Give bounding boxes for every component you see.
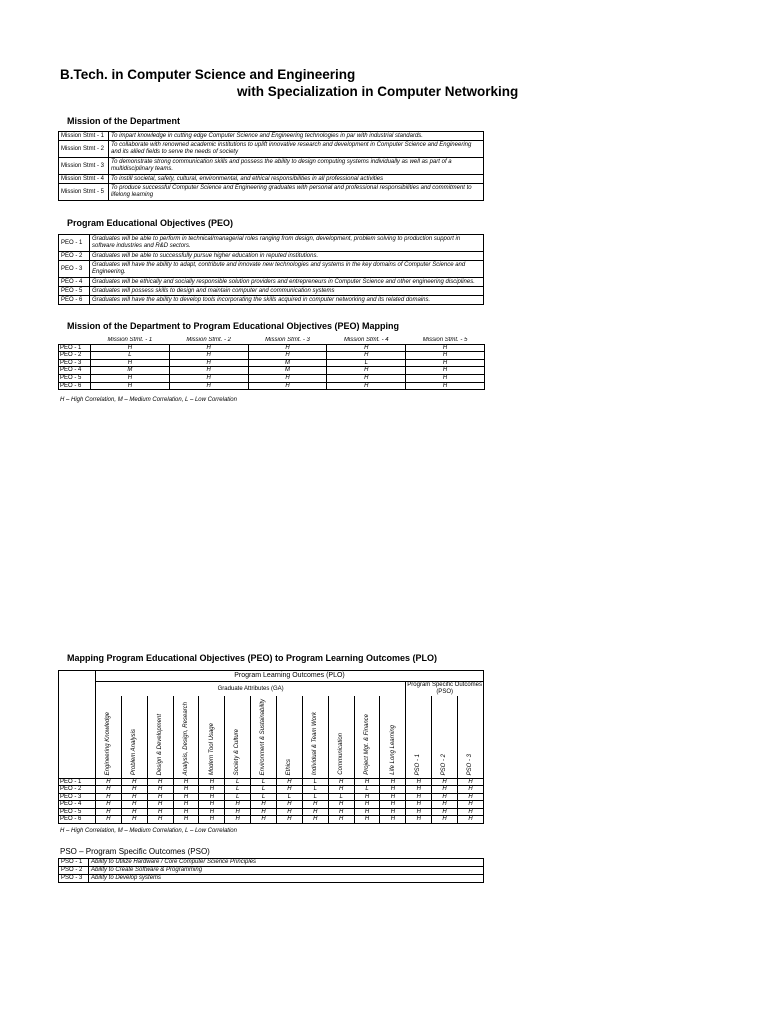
mapping1-cell: H xyxy=(327,367,406,375)
mapping2-cell: H xyxy=(432,793,458,801)
mapping2-cell: H xyxy=(96,816,122,824)
peo-text: Graduates will possess skills to design and maintain computer and communication systems xyxy=(90,287,484,296)
mapping2-row-label: PEO - 5 xyxy=(59,808,96,816)
mapping2-cell: H xyxy=(328,816,354,824)
pso-label: PSO - 1 xyxy=(59,859,89,867)
mapping2-cell: L xyxy=(354,786,380,794)
mapping1-cell: L xyxy=(327,359,406,367)
pso-row xyxy=(59,859,484,867)
mapping1-column-header: Mission Stmt. - 1 xyxy=(91,337,170,344)
mapping2-cell: H xyxy=(199,786,225,794)
mapping1-cell: H xyxy=(406,367,485,375)
peo-row xyxy=(59,235,484,252)
mapping1-cell: H xyxy=(327,382,406,390)
mapping2-column-header-cell xyxy=(96,696,122,778)
mapping2-cell: H xyxy=(251,816,277,824)
peo-text: Graduates will be able to perform in technical/managerial roles ranging from design, development, problem solving to production support in software industries and R&D sectors. xyxy=(90,235,484,252)
mapping2-cell: H xyxy=(121,786,147,794)
peo-label: PEO - 1 xyxy=(59,235,90,252)
peo-table xyxy=(58,234,484,305)
mapping2-cell: H xyxy=(458,793,484,801)
mapping1-cell: H xyxy=(327,352,406,360)
mapping2-column-header: Project Mgt. & Finance xyxy=(363,714,370,775)
mapping2-row xyxy=(59,786,484,794)
mapping2-cell: H xyxy=(432,778,458,786)
peo-row xyxy=(59,278,484,287)
mapping1-cell: H xyxy=(169,374,248,382)
pso-text: Ability to Utilize Hardware / Core Computer Science Principles xyxy=(89,859,484,867)
mapping2-column-header-cell xyxy=(251,696,277,778)
mapping1-row xyxy=(59,352,485,360)
mission-label: Mission Stmt - 4 xyxy=(59,175,109,184)
mapping2-cell: H xyxy=(354,816,380,824)
mapping2-cell: H xyxy=(199,778,225,786)
mapping2-column-header: Life Long Learning xyxy=(389,725,396,775)
mapping1-cell: H xyxy=(169,352,248,360)
mapping2-cell: H xyxy=(406,778,432,786)
mapping2-cell: H xyxy=(173,778,199,786)
mapping2-cell: H xyxy=(458,778,484,786)
mapping1-cell: H xyxy=(91,359,170,367)
mapping2-cell: H xyxy=(380,801,406,809)
mapping2-cell: H xyxy=(380,816,406,824)
mapping2-cell: H xyxy=(328,801,354,809)
mapping1-cell: H xyxy=(406,344,485,352)
mapping2-column-header-cell xyxy=(147,696,173,778)
mapping1-cell: H xyxy=(406,359,485,367)
mission-label: Mission Stmt - 2 xyxy=(59,141,109,158)
mission-row xyxy=(59,184,484,201)
mapping2-cell: H xyxy=(277,801,303,809)
mapping2-row-label: PEO - 3 xyxy=(59,793,96,801)
peo-text: Graduates will be ethically and socially responsible solution providers and entrepreneurs in Computer Science and other engineering disciplines. xyxy=(90,278,484,287)
mapping2-column-header-cell xyxy=(173,696,199,778)
mapping2-cell: H xyxy=(458,808,484,816)
peo-label: PEO - 2 xyxy=(59,252,90,261)
mapping2-cell: H xyxy=(406,808,432,816)
mapping2-cell: H xyxy=(121,801,147,809)
peo-text: Graduates will have the ability to adapt, contribute and innovate new technologies and systems in the key domains of Computer Science and Engineering. xyxy=(90,261,484,278)
mapping2-column-header-cell xyxy=(354,696,380,778)
mapping2-cell: H xyxy=(96,793,122,801)
mapping1-row xyxy=(59,367,485,375)
mapping1-cell: M xyxy=(248,359,327,367)
mapping2-cell: H xyxy=(173,793,199,801)
mapping2-cell: H xyxy=(406,793,432,801)
mapping2-column-header: PSO - 2 xyxy=(441,753,448,775)
mapping2-cell: L xyxy=(302,793,328,801)
mapping2-cell: H xyxy=(432,786,458,794)
mapping2-column-header: Problem Analysis xyxy=(130,728,137,775)
peo-row xyxy=(59,252,484,261)
mapping1-cell: H xyxy=(248,352,327,360)
mapping2-cell: H xyxy=(96,778,122,786)
mission-heading: Mission of the Department xyxy=(67,116,181,126)
mapping2-cell: L xyxy=(302,786,328,794)
mapping1-cell: H xyxy=(248,382,327,390)
mapping2-cell: H xyxy=(96,801,122,809)
mapping2-cell: H xyxy=(458,801,484,809)
mapping2-cell: H xyxy=(354,801,380,809)
mapping1-cell: H xyxy=(91,344,170,352)
peo-heading: Program Educational Objectives (PEO) xyxy=(67,218,234,228)
mapping1-cell: H xyxy=(327,374,406,382)
mapping2-legend: H – High Correlation, M – Medium Correlation, L – Low Correlation xyxy=(60,828,237,834)
mapping2-cell: H xyxy=(96,786,122,794)
mapping2-cell: H xyxy=(458,816,484,824)
mapping2-cell: L xyxy=(251,786,277,794)
mapping2-column-header: Communication xyxy=(337,733,344,775)
mapping2-cell: H xyxy=(173,801,199,809)
mapping2-column-header: Engineering Knowledge xyxy=(105,711,112,775)
mission-text: To instill societal, safety, cultural, environmental, and ethical responsibilities in all professional activities xyxy=(109,175,484,184)
mapping1-row-label: PEO - 3 xyxy=(59,359,91,367)
mapping2-cell: H xyxy=(251,801,277,809)
mission-text: To impart knowledge in cutting edge Computer Science and Engineering technologies in par with industrial standards. xyxy=(109,132,484,141)
mapping2-row-label: PEO - 2 xyxy=(59,786,96,794)
mapping1-column-header: Mission Stmt. - 4 xyxy=(327,337,406,344)
mapping2-cell: H xyxy=(302,808,328,816)
pso-label: PSO - 3 xyxy=(59,875,89,883)
mapping2-column-header: Analysis, Design, Research xyxy=(182,701,189,775)
mapping1-cell: H xyxy=(91,382,170,390)
pso-text: Ability to Create Software & Programming xyxy=(89,867,484,875)
mapping2-cell: L xyxy=(251,793,277,801)
mapping1-row xyxy=(59,374,485,382)
mapping2-row-label: PEO - 1 xyxy=(59,778,96,786)
pso-text: Ability to Develop systems xyxy=(89,875,484,883)
mapping2-cell: H xyxy=(406,816,432,824)
mapping2-column-header-cell xyxy=(121,696,147,778)
mapping2-cell: L xyxy=(225,793,251,801)
mapping2-cell: H xyxy=(199,801,225,809)
mission-label: Mission Stmt - 3 xyxy=(59,158,109,175)
document-subtitle: with Specialization in Computer Networking xyxy=(237,84,519,99)
mapping1-cell: H xyxy=(91,374,170,382)
mapping1-row xyxy=(59,382,485,390)
mapping1-column-header: Mission Stmt. - 5 xyxy=(406,337,485,344)
mapping2-cell: H xyxy=(225,808,251,816)
mapping2-cell: H xyxy=(432,801,458,809)
peo-text: Graduates will be able to successfully pursue higher education in reputed institutions. xyxy=(90,252,484,261)
mapping1-column-header: Mission Stmt. - 2 xyxy=(169,337,248,344)
mapping1-cell: H xyxy=(169,344,248,352)
mapping2-cell: H xyxy=(432,808,458,816)
ga-title: Graduate Attributes (GA) xyxy=(96,682,406,697)
mapping1-cell: H xyxy=(169,367,248,375)
mission-label: Mission Stmt - 5 xyxy=(59,184,109,201)
mapping2-cell: H xyxy=(225,801,251,809)
mapping2-column-header-cell xyxy=(458,696,484,778)
pso-row xyxy=(59,875,484,883)
mapping1-cell: M xyxy=(91,367,170,375)
peo-label: PEO - 5 xyxy=(59,287,90,296)
mapping2-column-header: Society & Culture xyxy=(234,728,241,775)
mapping2-column-header: PSO - 1 xyxy=(415,753,422,775)
mapping2-cell: H xyxy=(328,778,354,786)
mission-row xyxy=(59,141,484,158)
mapping2-cell: H xyxy=(199,816,225,824)
mission-peo-mapping-table xyxy=(58,337,485,390)
mapping2-cell: H xyxy=(406,801,432,809)
mapping2-cell: H xyxy=(354,778,380,786)
mapping1-cell: H xyxy=(406,382,485,390)
mapping2-cell: H xyxy=(121,808,147,816)
peo-row xyxy=(59,296,484,305)
pso-title: Program Specific Outcomes (PSO) xyxy=(407,682,482,695)
mapping2-cell: H xyxy=(277,786,303,794)
mapping1-heading: Mission of the Department to Program Educational Objectives (PEO) Mapping xyxy=(67,321,400,331)
mapping2-cell: H xyxy=(225,816,251,824)
mapping2-cell: H xyxy=(380,808,406,816)
mission-row xyxy=(59,158,484,175)
mapping2-cell: H xyxy=(328,808,354,816)
mapping2-cell: L xyxy=(328,793,354,801)
mapping2-cell: H xyxy=(380,793,406,801)
mapping2-heading: Mapping Program Educational Objectives (PEO) to Program Learning Outcomes (PLO) xyxy=(67,653,438,663)
mapping2-cell: H xyxy=(406,786,432,794)
peo-label: PEO - 6 xyxy=(59,296,90,305)
mapping1-row xyxy=(59,344,485,352)
mapping2-cell: L xyxy=(277,793,303,801)
mapping2-cell: H xyxy=(199,793,225,801)
mapping2-column-header-cell xyxy=(432,696,458,778)
mapping2-column-header: PSO - 3 xyxy=(467,753,474,775)
plo-title: Program Learning Outcomes (PLO) xyxy=(96,671,484,682)
mapping2-cell: H xyxy=(173,808,199,816)
pso-row xyxy=(59,867,484,875)
mapping2-column-header: Environment & Sustainability xyxy=(260,698,267,775)
mapping2-column-header: Design & Development xyxy=(156,713,163,775)
mapping2-column-header-cell xyxy=(199,696,225,778)
mapping1-column-header: Mission Stmt. - 3 xyxy=(248,337,327,344)
mapping1-row-label: PEO - 6 xyxy=(59,382,91,390)
mapping2-cell: L xyxy=(251,778,277,786)
mapping2-cell: H xyxy=(147,808,173,816)
mapping2-row xyxy=(59,778,484,786)
mapping2-cell: H xyxy=(173,816,199,824)
mapping2-cell: H xyxy=(277,816,303,824)
mapping2-cell: H xyxy=(302,816,328,824)
mapping1-row-label: PEO - 2 xyxy=(59,352,91,360)
peo-label: PEO - 3 xyxy=(59,261,90,278)
mission-label: Mission Stmt - 1 xyxy=(59,132,109,141)
mapping2-row xyxy=(59,793,484,801)
mapping2-cell: L xyxy=(225,786,251,794)
mapping2-cell: H xyxy=(147,778,173,786)
mapping2-cell: L xyxy=(225,778,251,786)
mapping1-cell: H xyxy=(169,382,248,390)
mapping2-column-header-cell xyxy=(380,696,406,778)
mission-text: To produce successful Computer Science and Engineering graduates with personal and professional responsibilities and commitment to lifelong learning xyxy=(109,184,484,201)
mapping2-cell: H xyxy=(354,808,380,816)
mapping1-row-label: PEO - 5 xyxy=(59,374,91,382)
mapping2-cell: H xyxy=(380,778,406,786)
mapping2-cell: L xyxy=(302,778,328,786)
mapping1-row-label: PEO - 1 xyxy=(59,344,91,352)
mapping2-cell: H xyxy=(251,808,277,816)
mapping2-row-label: PEO - 4 xyxy=(59,801,96,809)
mapping2-row xyxy=(59,816,484,824)
mapping1-row xyxy=(59,359,485,367)
mapping2-cell: H xyxy=(121,793,147,801)
mapping2-row xyxy=(59,801,484,809)
mapping2-cell: H xyxy=(121,778,147,786)
mapping2-cell: H xyxy=(380,786,406,794)
mapping2-cell: H xyxy=(277,778,303,786)
mission-row xyxy=(59,175,484,184)
mapping2-cell: H xyxy=(147,793,173,801)
mapping2-column-header: Modern Tool Usage xyxy=(208,722,215,775)
mission-text: To collaborate with renowned academic institutions to uplift innovative research and development in Computer Science and Engineering and its allied fields to serve the needs of society xyxy=(109,141,484,158)
mapping2-cell: H xyxy=(277,808,303,816)
mapping2-cell: H xyxy=(199,808,225,816)
document-title: B.Tech. in Computer Science and Engineering xyxy=(60,67,356,82)
mapping2-cell: H xyxy=(96,808,122,816)
mapping2-column-header-cell xyxy=(302,696,328,778)
mapping2-cell: H xyxy=(328,786,354,794)
mapping2-column-header-cell xyxy=(406,696,432,778)
mapping2-cell: H xyxy=(458,786,484,794)
mapping2-cell: H xyxy=(354,793,380,801)
mapping2-cell: H xyxy=(147,786,173,794)
mapping2-cell: H xyxy=(147,816,173,824)
pso-table xyxy=(58,858,484,883)
mapping1-row-label: PEO - 4 xyxy=(59,367,91,375)
pso-label: PSO - 2 xyxy=(59,867,89,875)
mapping1-legend: H – High Correlation, M – Medium Correlation, L – Low Correlation xyxy=(60,397,237,403)
mapping1-cell: H xyxy=(406,374,485,382)
mapping2-column-header: Individual & Team Work xyxy=(312,711,318,775)
mapping1-cell: H xyxy=(169,359,248,367)
mapping2-column-header-cell xyxy=(277,696,303,778)
mission-table xyxy=(58,131,484,201)
mapping2-cell: H xyxy=(173,786,199,794)
mapping2-column-header: Ethics xyxy=(286,758,293,775)
mission-row xyxy=(59,132,484,141)
mapping2-column-header-cell xyxy=(225,696,251,778)
mapping2-cell: H xyxy=(121,816,147,824)
mapping1-cell: H xyxy=(248,344,327,352)
mapping2-cell: H xyxy=(432,816,458,824)
peo-row xyxy=(59,261,484,278)
peo-plo-mapping-table xyxy=(58,670,484,824)
peo-text: Graduates will have the ability to develop tools incorporating the skills acquired in computer networking and its related domains. xyxy=(90,296,484,305)
mapping2-column-header-cell xyxy=(328,696,354,778)
mapping2-cell: H xyxy=(147,801,173,809)
mapping1-cell: M xyxy=(248,367,327,375)
mapping1-cell: L xyxy=(91,352,170,360)
mapping2-row xyxy=(59,808,484,816)
mission-text: To demonstrate strong communication skills and possess the ability to design computing systems individually as well as part of a multidisciplinary teams. xyxy=(109,158,484,175)
pso-heading: PSO – Program Specific Outcomes (PSO) xyxy=(60,847,210,856)
peo-label: PEO - 4 xyxy=(59,278,90,287)
mapping1-cell: H xyxy=(327,344,406,352)
mapping2-row-label: PEO - 6 xyxy=(59,816,96,824)
mapping2-cell: H xyxy=(302,801,328,809)
mapping1-cell: H xyxy=(248,374,327,382)
mapping1-cell: H xyxy=(406,352,485,360)
peo-row xyxy=(59,287,484,296)
